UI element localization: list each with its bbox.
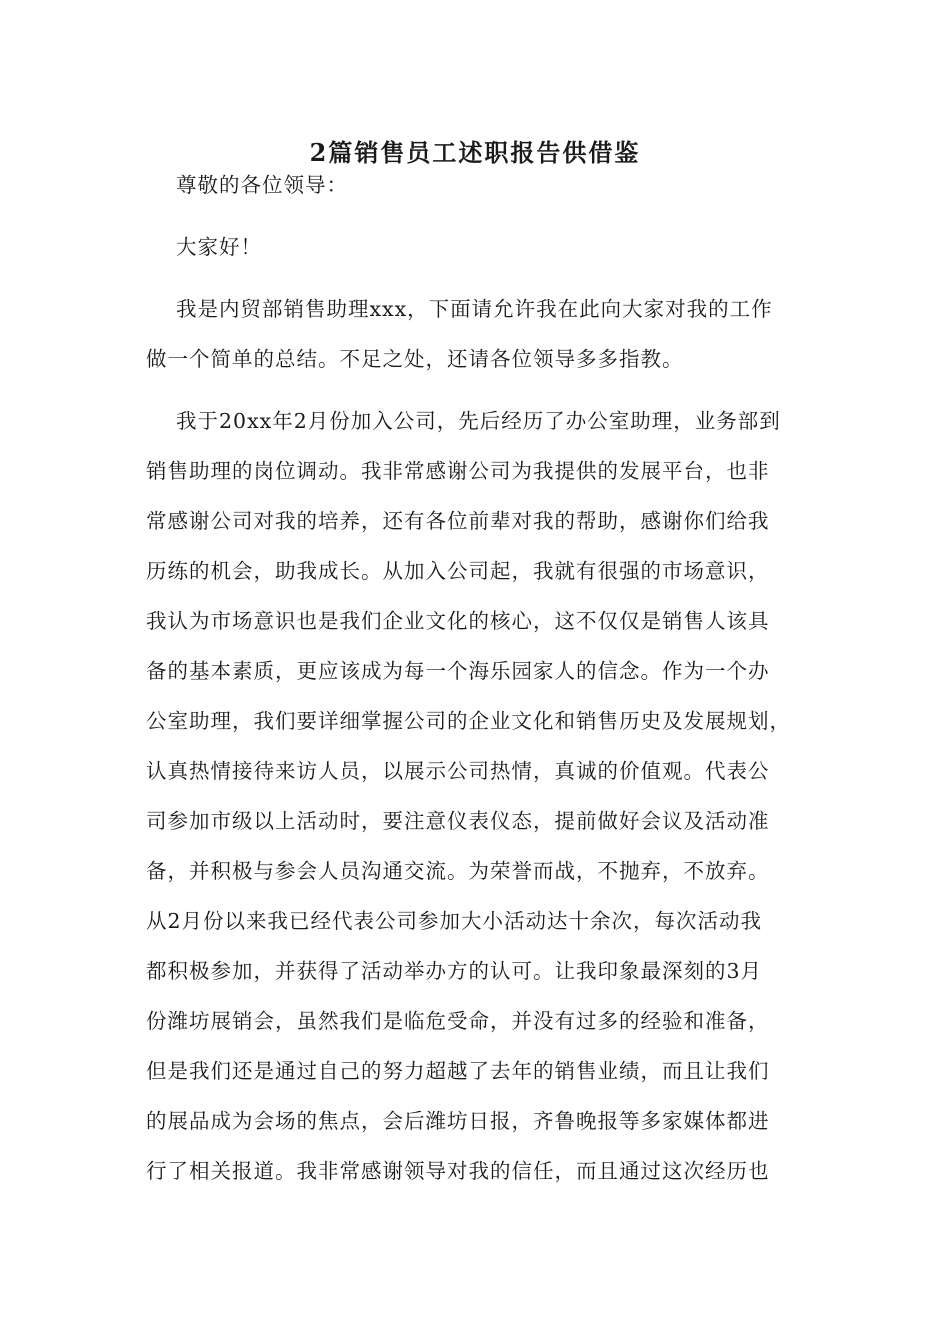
salutation: 尊敬的各位领导： [176, 173, 348, 197]
paragraph-line: 从2月份以来我已经代表公司参加大小活动达十余次，每次活动我 [146, 909, 763, 933]
paragraph-2 [146, 396, 816, 1196]
paragraph-line: 份潍坊展销会，虽然我们是临危受命，并没有过多的经验和准备， [146, 1009, 770, 1033]
paragraph-line: 我于20xx年2月份加入公司，先后经历了办公室助理，业务部到 [176, 409, 781, 433]
paragraph-line: 销售助理的岗位调动。我非常感谢公司为我提供的发展平台，也非 [146, 459, 770, 483]
paragraph-line: 认真热情接待来访人员，以展示公司热情，真诚的价值观。代表公 [146, 759, 770, 783]
document-body [146, 160, 816, 1196]
paragraph-line: 的展品成为会场的焦点，会后潍坊日报，齐鲁晚报等多家媒体都进 [146, 1109, 770, 1133]
paragraph-line: 行了相关报道。我非常感谢领导对我的信任，而且通过这次经历也 [146, 1159, 770, 1183]
paragraph-line: 公室助理，我们要详细掌握公司的企业文化和销售历史及发展规划， [146, 709, 791, 733]
paragraph-line: 常感谢公司对我的培养，还有各位前辈对我的帮助，感谢你们给我 [146, 509, 770, 533]
greeting: 大家好！ [176, 235, 262, 259]
paragraph-line: 司参加市级以上活动时，要注意仪表仪态，提前做好会议及活动准 [146, 809, 770, 833]
paragraph-line: 都积极参加，并获得了活动举办方的认可。让我印象最深刻的3月 [146, 959, 763, 983]
paragraph-line: 但是我们还是通过自己的努力超越了去年的销售业绩，而且让我们 [146, 1059, 770, 1083]
paragraph-line: 历练的机会，助我成长。从加入公司起，我就有很强的市场意识， [146, 559, 770, 583]
paragraph-line: 我是内贸部销售助理xxx，下面请允许我在此向大家对我的工作 [176, 297, 773, 321]
paragraph-line: 做一个简单的总结。不足之处，还请各位领导多多指教。 [146, 347, 684, 371]
paragraph-line: 备，并积极与参会人员沟通交流。为荣誉而战，不抛弃，不放弃。 [146, 859, 770, 883]
paragraph-line: 备的基本素质，更应该成为每一个海乐园家人的信念。作为一个办 [146, 659, 770, 683]
document-title: 2篇销售员工述职报告供借鉴 [309, 138, 641, 167]
paragraph-line: 我认为市场意识也是我们企业文化的核心，这不仅仅是销售人该具 [146, 609, 770, 633]
paragraph-1 [146, 284, 816, 384]
